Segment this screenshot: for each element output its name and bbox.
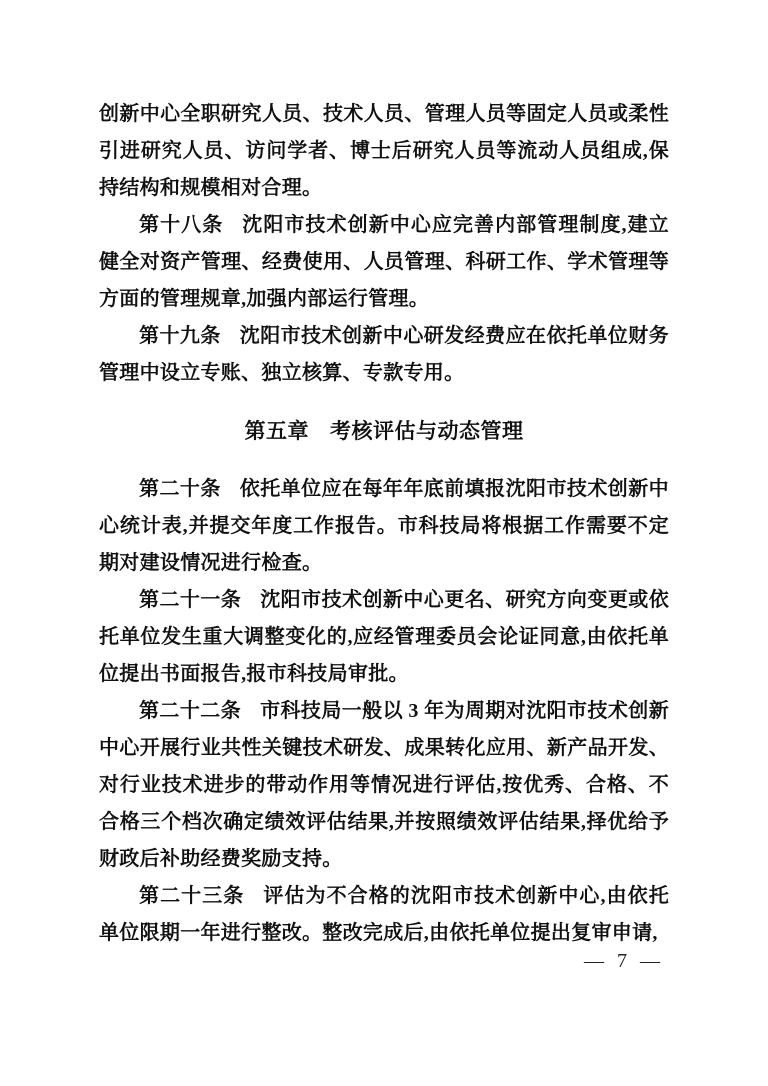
article-paragraph-19: [99, 318, 669, 392]
paragraph-continuation: [99, 96, 669, 207]
article-paragraph-20: [99, 471, 669, 582]
article-number: 第二十条: [139, 478, 221, 500]
page-number: — 7 —: [584, 950, 664, 972]
article-paragraph-18: [99, 207, 669, 318]
paragraph-text: 创新中心全职研究人员、技术人员、管理人员等固定人员或柔性引进研究人员、访问学者、博士后研究人员等流动人员组成,保持结构和规模相对合理。: [99, 103, 669, 199]
paragraph-text: 依托单位应在每年年底前填报沈阳市技术创新中心统计表,并提交年度工作报告。市科技局将根据工作需要不定期对建设情况进行检查。: [99, 478, 669, 574]
chapter-title: 考核评估与动态管理: [330, 420, 524, 443]
chapter-number: 第五章: [244, 420, 309, 443]
article-paragraph-21: [99, 582, 669, 693]
paragraph-text: 沈阳市技术创新中心应完善内部管理制度,建立健全对资产管理、经费使用、人员管理、科研工作、学术管理等方面的管理规章,加强内部运行管理。: [99, 214, 669, 310]
article-paragraph-22: [99, 693, 669, 878]
article-number: 第二十三条: [139, 885, 245, 907]
article-number: 第十八条: [139, 214, 224, 236]
document-body: [99, 96, 669, 952]
article-number: 第十九条: [139, 325, 221, 347]
article-number: 第二十一条: [139, 589, 242, 611]
chapter-heading: [99, 413, 669, 450]
paragraph-text: 市科技局一般以 3 年为周期对沈阳市技术创新中心开展行业共性关键技术研发、成果转化应用、新产品开发、对行业技术进步的带动作用等情况进行评估,按优秀、合格、不合格三个档次确定绩效评估结果,并按照绩效评估结果,择优给予财政后补助经费奖励支持。: [99, 700, 669, 870]
paragraph-text: 沈阳市技术创新中心研发经费应在依托单位财务管理中设立专账、独立核算、专款专用。: [99, 325, 669, 384]
article-number: 第二十二条: [139, 700, 242, 722]
paragraph-text: 评估为不合格的沈阳市技术创新中心,由依托单位限期一年进行整改。整改完成后,由依托单位提出复审申请,: [99, 885, 670, 944]
article-paragraph-23: [99, 878, 669, 952]
paragraph-text: 沈阳市技术创新中心更名、研究方向变更或依托单位发生重大调整变化的,应经管理委员会论证同意,由依托单位提出书面报告,报市科技局审批。: [99, 589, 670, 685]
